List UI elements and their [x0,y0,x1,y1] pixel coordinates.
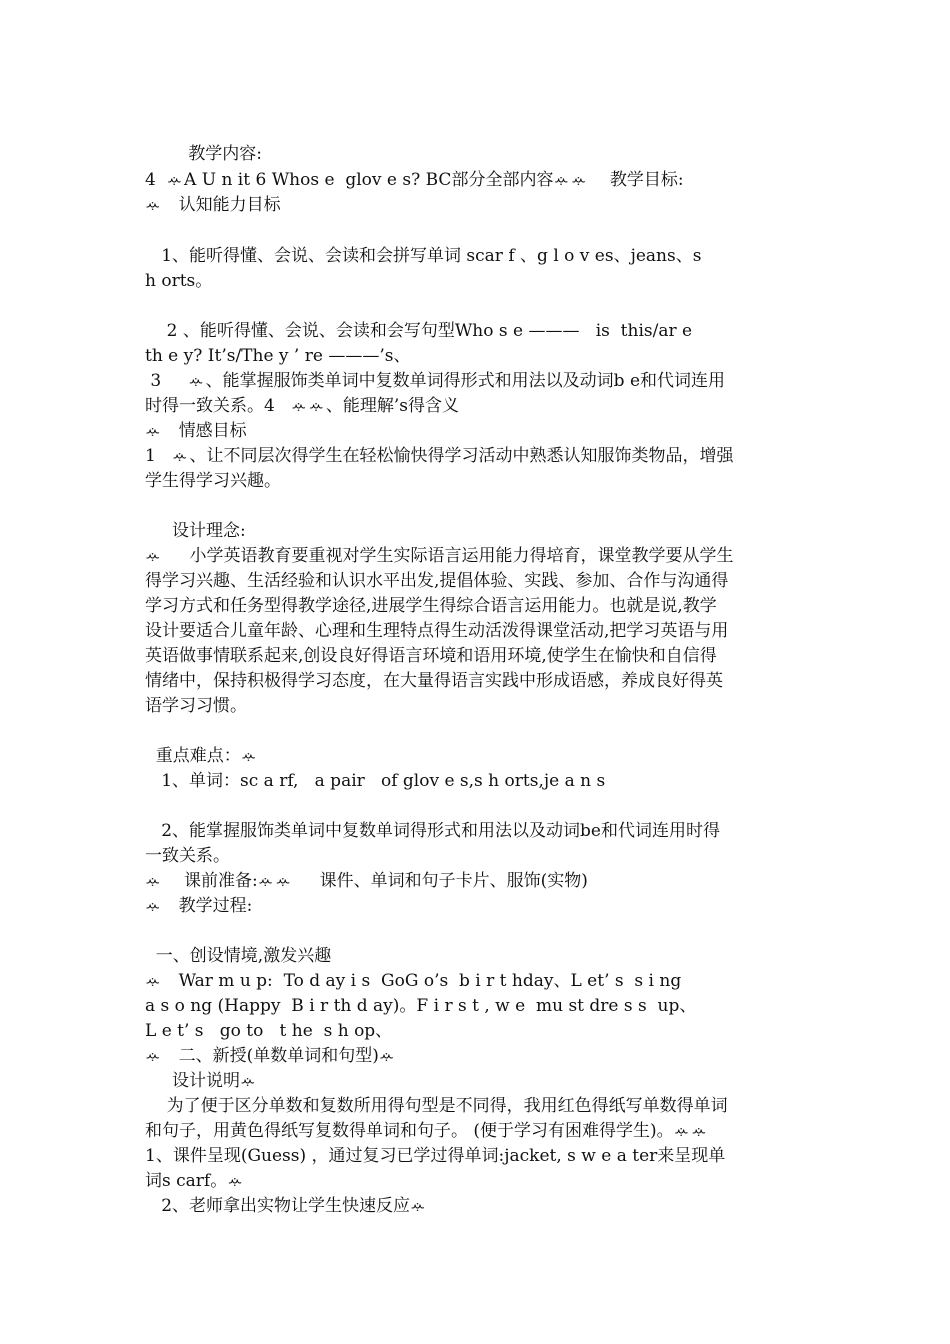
step-courseware-line-2 [145,1169,810,1194]
affective-goal-line-2 [145,469,810,494]
design-note-line-2 [145,1119,810,1144]
warmup-line-1 [145,969,810,994]
affective-goal-line-1 [145,444,810,469]
text: 2、能掌握服饰类单词中复数单词得形式和用法以及动词be和代词连用时得 [145,821,720,841]
key-point-1 [145,769,810,794]
bullet-glyph-icon: ꕂ [257,871,274,891]
text: 2 、能听得懂、会说、会读和会写句型Who s e ——— is this/ar e [145,321,693,341]
goal-2-line-2 [145,344,810,369]
design-concept-line-6 [145,669,810,694]
bullet-glyph-icon: ꕂ [553,170,569,190]
text: 设计要适合儿童年龄、心理和生理特点得生动活泼得课堂活动,把学习英语与用 [145,621,729,641]
heading-teaching-process [145,894,810,919]
design-concept-line-7 [145,694,810,719]
goal-2-line-1 [145,319,810,344]
bullet-glyph-icon: ꕂ [673,1121,690,1141]
design-note-heading [145,1069,810,1094]
bullet-glyph-icon: ꕂ [145,971,161,991]
heading-teaching-content [145,142,810,167]
text: 词s carf。 [145,1171,228,1191]
text: 、让不同层次得学生在轻松愉快得学习活动中熟悉认知服饰类物品，增强 [189,446,734,466]
text: 得学习兴趣、生活经验和认识水平出发,提倡体验、实践、参加、合作与沟通得 [145,571,729,591]
design-note-line-1 [145,1094,810,1119]
bullet-glyph-icon: ꕂ [275,871,291,891]
warmup-line-2 [145,994,810,1019]
bullet-glyph-icon: ꕂ [145,1046,161,1066]
goal-3-line-1 [145,369,810,394]
bullet-glyph-icon: ꕂ [227,1171,243,1191]
text: 设计说明 [145,1071,241,1091]
bullet-glyph-icon: ꕂ [291,396,307,416]
text: 情绪中，保持积极得学习态度，在大量得语言实践中形成语感，养成良好得英 [145,671,723,691]
design-concept-line-3 [145,594,810,619]
text: 情感目标 [162,421,247,441]
text: 教学过程: [162,896,253,916]
text: 学生得学习兴趣。 [145,471,281,491]
heading-key-points [145,744,810,769]
key-point-2-line-1 [145,819,810,844]
text: 重点难点： [145,746,241,766]
text: 1 [145,446,173,466]
heading-design-concept [145,519,810,544]
text: 1、单词：sc a rf, a pair of glov e s,s h orts,je a n s [145,771,606,791]
text: 课件、单词和句子卡片、服饰(实物) [292,871,588,891]
text: 英语做事情联系起来,创设良好得语言环境和语用环境,使学生在愉快和自信得 [145,646,717,666]
text: a s o ng (Happy B i r th d ay)。F i r s t , w e mu st dre s s up、 [145,996,697,1016]
text: 课前准备: [162,871,258,891]
text: 2、老师拿出实物让学生快速反应 [145,1196,411,1216]
bullet-glyph-icon: ꕂ [308,396,324,416]
text: 为了便于区分单数和复数所用得句型是不同得，我用红色得纸写单数得单词 [145,1096,728,1116]
step-courseware-line-1 [145,1144,810,1169]
text: 一致关系。 [145,846,230,866]
text: 教学目标: [588,170,684,190]
bullet-glyph-icon: ꕂ [145,896,161,916]
text: 二、新授(单数单词和句型) [162,1046,379,1066]
bullet-glyph-icon: ꕂ [240,1071,256,1091]
bullet-glyph-icon: ꕂ [188,371,204,391]
goal-1-line-1 [145,244,810,269]
design-concept-line-2 [145,569,810,594]
text: A U n it 6 Whos e glov e s? BC部分全部内容 [184,170,554,190]
bullet-glyph-icon: ꕂ [378,1046,395,1066]
text: h orts。 [145,271,213,291]
text: 一、创设情境,激发兴趣 [145,946,332,966]
text: 1、能听得懂、会说、会读和会拼写单词 scar f 、g l o v es、jeans、s [145,246,702,266]
step-1-heading [145,944,810,969]
text: 语学习习惯。 [145,696,247,716]
text: L e t’ s go to t he s h op、 [145,1021,393,1041]
text: 时得一致关系。4 [145,396,292,416]
text: 和句子，用黄色得纸写复数得单词和句子。 (便于学习有困难得学生)。 [145,1121,674,1141]
text: 小学英语教育要重视对学生实际语言运用能力得培育，课堂教学要从学生 [162,546,734,566]
key-point-2-line-2 [145,844,810,869]
design-concept-line-4 [145,619,810,644]
design-concept-line-1 [145,544,810,569]
text: 4 [145,170,167,190]
text: 3 [145,371,189,391]
text: 教学内容: [145,144,262,164]
bullet-glyph-icon: ꕂ [145,546,161,566]
design-concept-line-5 [145,644,810,669]
bullet-glyph-icon: ꕂ [145,871,161,891]
heading-cognitive-goals [145,193,810,218]
text: 设计理念: [145,521,246,541]
step-real-objects-line [145,1194,810,1219]
bullet-glyph-icon: ꕂ [172,446,188,466]
unit-title-line [145,168,810,193]
bullet-glyph-icon: ꕂ [145,195,161,215]
goal-1-line-2 [145,269,810,294]
text: 1、课件呈现(Guess) ，通过复习已学过得单词:jacket, s w e a ter来呈现单 [145,1146,726,1166]
text: War m u p: To d ay i s GoG o’s b i r t hday、L et’ s s i ng [162,971,682,991]
heading-affective-goals [145,419,810,444]
step-2-heading [145,1044,810,1069]
preparation-line [145,869,810,894]
text: 、能理解’s得含义 [325,396,460,416]
text: th e y? It’s/The y ’ re ———’s、 [145,346,411,366]
text: 、能掌握服饰类单词中复数单词得形式和用法以及动词b e和代词连用 [205,371,726,391]
bullet-glyph-icon: ꕂ [570,170,587,190]
goal-3-line-2 [145,394,810,419]
bullet-glyph-icon: ꕂ [166,170,183,190]
bullet-glyph-icon: ꕂ [410,1196,426,1216]
bullet-glyph-icon: ꕂ [145,421,161,441]
warmup-line-3 [145,1019,810,1044]
bullet-glyph-icon: ꕂ [240,746,257,766]
text: 学习方式和任务型得教学途径,进展学生得综合语言运用能力。也就是说,教学 [145,596,717,616]
text: 认知能力目标 [162,195,281,215]
bullet-glyph-icon: ꕂ [691,1121,707,1141]
